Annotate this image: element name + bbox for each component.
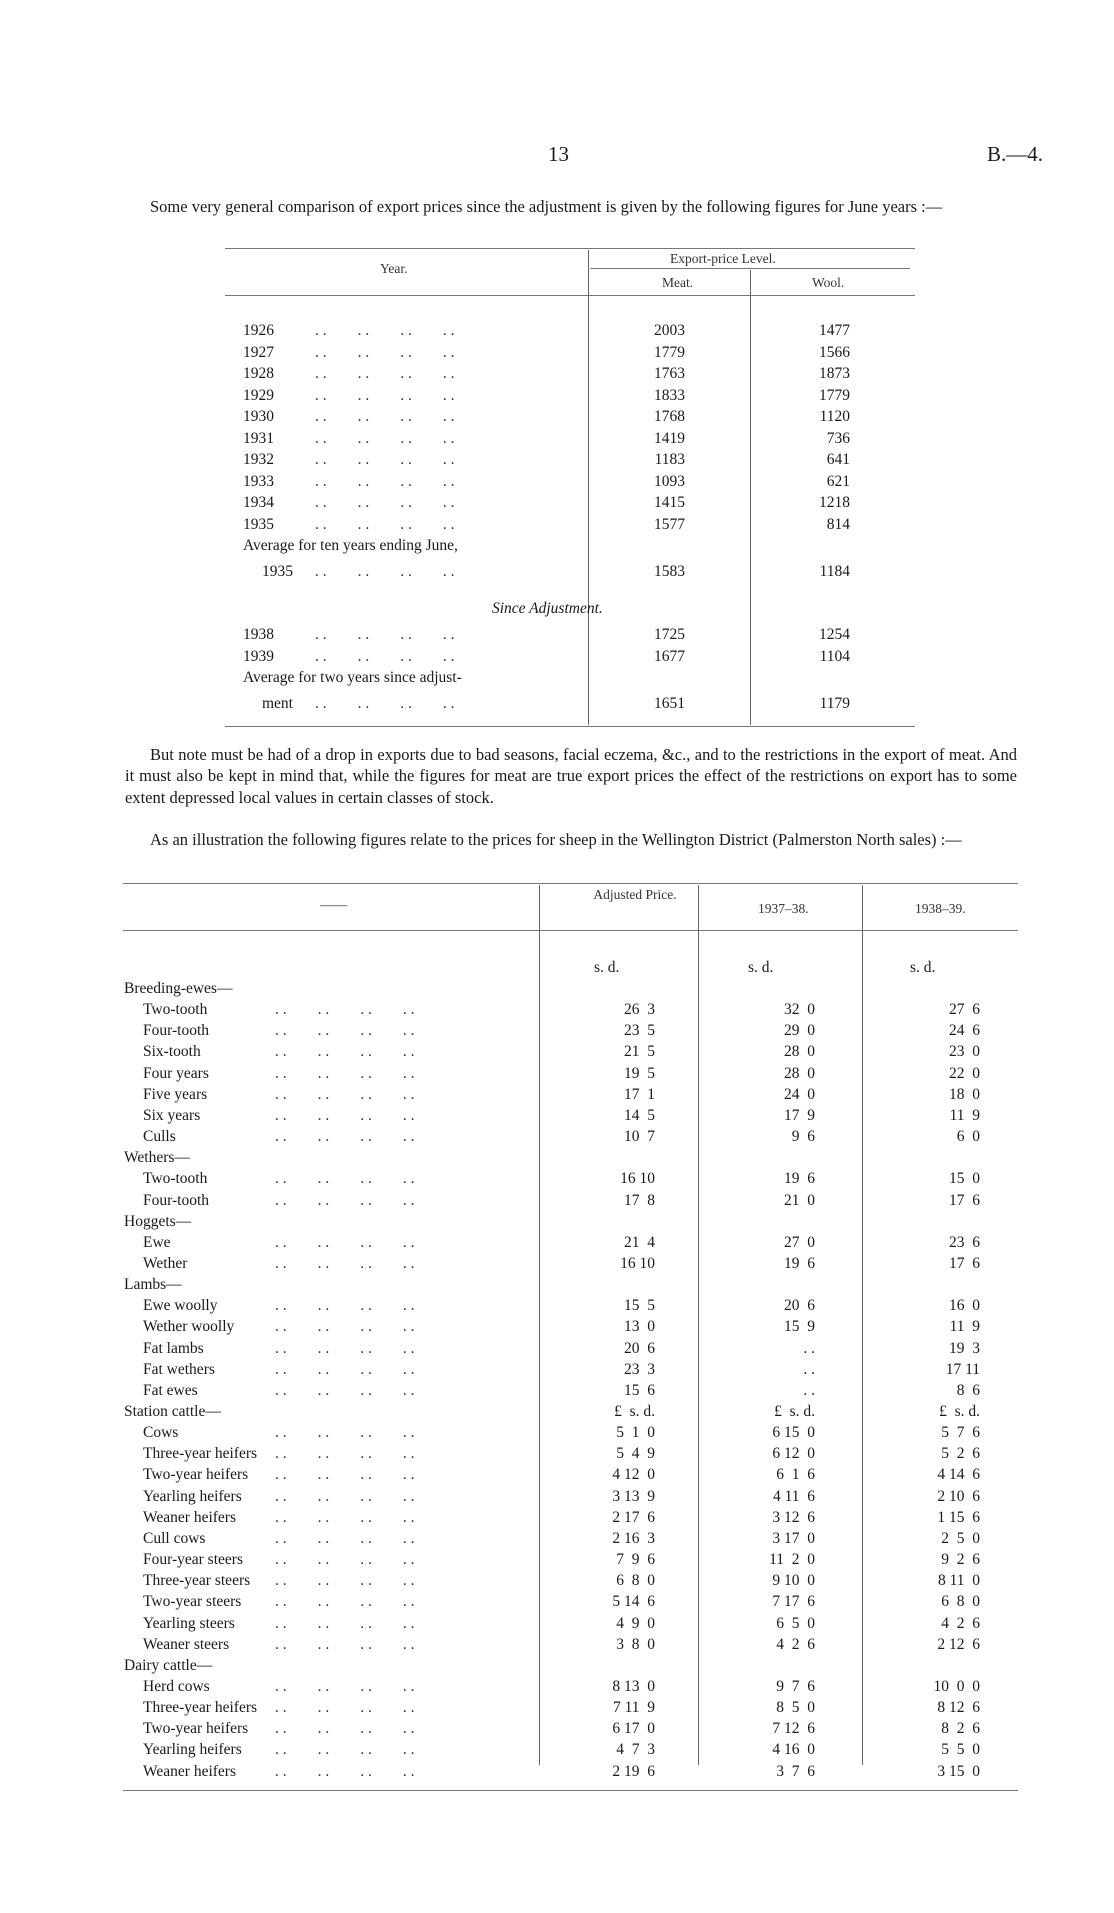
- table2-leader-dots: . . . . . . . .: [275, 1043, 415, 1061]
- table2-row-label: Four-tooth: [143, 1191, 209, 1209]
- table2-1937-38-cell: 32 0: [784, 1001, 815, 1019]
- table1-leader-dots: . . . . . . . .: [315, 343, 455, 361]
- table2-vrule-3: [862, 885, 863, 1765]
- table2-group-heading: Lambs—: [124, 1276, 182, 1294]
- table2-row-label: Fat wethers: [143, 1360, 215, 1378]
- table2-leader-dots: . . . . . . . .: [275, 1170, 415, 1188]
- table1-wool-cell: 1566: [819, 343, 850, 361]
- table2-leader-dots: . . . . . . . .: [275, 1741, 415, 1759]
- table2-row-label: Ewe: [143, 1233, 171, 1251]
- table2-leader-dots: . . . . . . . .: [275, 1233, 415, 1251]
- table1-meat-cell: 1577: [654, 515, 685, 533]
- table2-units-lsd: £ s. d.: [614, 1403, 655, 1420]
- table2-row-label: Two-year steers: [143, 1593, 242, 1611]
- table2-adjusted-cell: 6 17 0: [612, 1720, 655, 1738]
- table2-1938-39-cell: 2 12 6: [937, 1635, 980, 1653]
- table2-units-1938-39: s. d.: [910, 959, 936, 976]
- table2-row-label: Five years: [143, 1085, 208, 1103]
- illustration-paragraph: As an illustration the following figures relate to the prices for sheep in the Wellington District (Palmerston North sales) :—: [150, 830, 962, 849]
- table2-row-label: Weaner steers: [143, 1635, 230, 1653]
- table1-year-cell: 1938: [243, 626, 274, 643]
- table2-col-adjusted: Adjusted Price.: [593, 887, 677, 902]
- table2-1937-38-cell: 6 5 0: [776, 1614, 815, 1632]
- table2-1937-38-cell: 7 17 6: [772, 1593, 815, 1611]
- table1-header-rule: [225, 295, 915, 296]
- table2-leader-dots: . . . . . . . .: [275, 1360, 415, 1378]
- table2-leader-dots: . . . . . . . .: [275, 1551, 415, 1569]
- table2-1938-39-cell: 8 12 6: [937, 1699, 980, 1717]
- table1-leader-dots: . . . . . . . .: [315, 494, 455, 511]
- table2-adjusted-cell: 6 8 0: [616, 1572, 655, 1590]
- table1-wool-cell: 641: [826, 451, 850, 468]
- table2-row-label: Weaner heifers: [143, 1762, 236, 1780]
- table2-leader-dots: . . . . . . . .: [275, 1466, 415, 1484]
- table1-leader-dots: . . . . . . . .: [315, 472, 455, 490]
- table2-adjusted-cell: 10 7: [624, 1128, 655, 1146]
- table2-leader-dots: . . . . . . . .: [275, 1699, 415, 1717]
- table2-top-rule: [123, 883, 1018, 884]
- table2-1937-38-cell: 15 9: [784, 1318, 815, 1336]
- table2-1937-38-cell: 21 0: [784, 1191, 815, 1209]
- table2-1938-39-cell: 18 0: [949, 1085, 980, 1103]
- table2-adjusted-cell: 5 14 6: [612, 1593, 655, 1611]
- table2-1937-38-cell: 9 6: [791, 1128, 815, 1146]
- table2-1937-38-cell: 3 17 0: [772, 1529, 815, 1547]
- table2-row-label: Two-tooth: [143, 1170, 208, 1188]
- table2-row-label: Wether: [143, 1254, 188, 1272]
- table2-1937-38-cell: 9 10 0: [772, 1572, 815, 1590]
- table2-adjusted-cell: 16 10: [620, 1254, 655, 1272]
- table2-col-1937-38: 1937–38.: [758, 901, 809, 916]
- table2-leader-dots: . . . . . . . .: [275, 1445, 415, 1463]
- table2-row-label: Yearling heifers: [143, 1741, 242, 1759]
- table2-1938-39-cell: 11 9: [949, 1318, 980, 1336]
- table2-header-rule: [123, 930, 1018, 931]
- table1-year-cell: 1934: [243, 494, 274, 511]
- table2-leader-dots: . . . . . . . .: [275, 1318, 415, 1336]
- table2-1937-38-cell: 7 12 6: [772, 1720, 815, 1738]
- table2-row-label: Yearling steers: [143, 1614, 235, 1632]
- table1-year-cell: 1927: [243, 343, 274, 361]
- table2-bottom-rule: [123, 1790, 1018, 1791]
- table2-leader-dots: . . . . . . . .: [275, 1381, 415, 1399]
- table2-group-heading: Breeding-ewes—: [124, 980, 233, 997]
- table1-meat-cell: 1677: [654, 647, 685, 665]
- table2-1938-39-cell: 24 6: [949, 1022, 980, 1040]
- table1-avg1-meat: 1583: [654, 562, 685, 580]
- table1-avg2-meat: 1651: [654, 694, 685, 712]
- table1-year-cell: 1929: [243, 386, 274, 404]
- table1-col-year: Year.: [380, 261, 408, 276]
- table2-adjusted-cell: 4 12 0: [612, 1466, 655, 1484]
- table2-1937-38-cell: 9 7 6: [776, 1677, 815, 1695]
- table2-units-lsd: £ s. d.: [939, 1403, 980, 1420]
- table2-adjusted-cell: 14 5: [624, 1106, 655, 1124]
- table1-avg2-wool: 1179: [819, 694, 850, 712]
- table2-1937-38-cell: 19 6: [784, 1254, 815, 1272]
- table2-1938-39-cell: 8 6: [956, 1381, 980, 1399]
- table2-1937-38-cell: . .: [803, 1360, 815, 1378]
- table2-1937-38-cell: . .: [803, 1339, 815, 1357]
- table2-row-label: Culls: [143, 1128, 176, 1146]
- table1-wool-cell: 1254: [819, 626, 850, 643]
- table1-leader-dots: . . . . . . . .: [315, 386, 455, 404]
- table1-meat-cell: 1183: [654, 451, 685, 468]
- table1-bottom-rule: [225, 726, 915, 727]
- table2-1938-39-cell: 17 6: [949, 1191, 980, 1209]
- table2-1938-39-cell: 8 11 0: [937, 1572, 980, 1590]
- table2-1937-38-cell: 4 16 0: [772, 1741, 815, 1759]
- table2-row-label: Ewe woolly: [143, 1297, 218, 1315]
- document-code: B.—4.: [987, 142, 1044, 166]
- page-number: 13: [548, 142, 569, 166]
- table2-1937-38-cell: 28 0: [784, 1064, 815, 1082]
- table1-meat-cell: 2003: [654, 322, 685, 339]
- table1-wool-cell: 1104: [819, 647, 850, 665]
- table2-leader-dots: . . . . . . . .: [275, 1297, 415, 1315]
- table1-col-group: Export-price Level.: [670, 251, 776, 266]
- table2-adjusted-cell: 5 1 0: [616, 1424, 655, 1442]
- table2-units-lsd: £ s. d.: [774, 1403, 815, 1420]
- table2-row-label: Weaner heifers: [143, 1508, 236, 1526]
- table2-col-1938-39: 1938–39.: [915, 901, 966, 916]
- table1-year-cell: 1933: [243, 472, 274, 490]
- table1-leader-dots: . . . . . . . .: [315, 322, 455, 339]
- table1-leader-dots: . . . . . . . .: [315, 408, 455, 425]
- table2-1938-39-cell: 17 11: [945, 1360, 980, 1378]
- table2-1938-39-cell: 3 15 0: [937, 1762, 980, 1780]
- table2-leader-dots: . . . . . . . .: [275, 1720, 415, 1738]
- table2-adjusted-cell: 23 3: [624, 1360, 655, 1378]
- table2-row-label: Three-year heifers: [143, 1445, 258, 1463]
- table2-1938-39-cell: 2 5 0: [941, 1529, 980, 1547]
- table2-1938-39-cell: 5 5 0: [941, 1741, 980, 1759]
- table2-1937-38-cell: 27 0: [784, 1233, 815, 1251]
- table2-leader-dots: . . . . . . . .: [275, 1064, 415, 1082]
- table2-1937-38-cell: . .: [803, 1381, 815, 1399]
- table2-row-label: Three-year heifers: [143, 1699, 258, 1717]
- table1-meat-cell: 1763: [654, 365, 685, 382]
- table2-row-label: Herd cows: [143, 1677, 210, 1695]
- table2-adjusted-cell: 3 8 0: [616, 1635, 655, 1653]
- table1-avg2-year: ment: [262, 694, 293, 712]
- table2-row-label: Four years: [143, 1064, 209, 1082]
- table2-1938-39-cell: 23 0: [949, 1043, 980, 1061]
- table2-1938-39-cell: 6 0: [956, 1128, 980, 1146]
- note-paragraph: But note must be had of a drop in exports due to bad seasons, facial eczema, &c., and to the restrictions in the export of meat. And it must also be kept in mind that, while the figures for meat are true export prices the effect of the restrictions on export has to some extent depressed local values in certain classes of stock.: [125, 745, 1017, 807]
- table2-1937-38-cell: 8 5 0: [776, 1699, 815, 1717]
- table2-row-label: Two-year heifers: [143, 1720, 249, 1738]
- table2-row-label: Cows: [143, 1424, 179, 1442]
- table2-1937-38-cell: 24 0: [784, 1085, 815, 1103]
- table2-leader-dots: . . . . . . . .: [275, 1635, 415, 1653]
- table2-adjusted-cell: 17 1: [624, 1085, 655, 1103]
- table2-row-label: Fat ewes: [143, 1381, 198, 1399]
- table2-adjusted-cell: 3 13 9: [612, 1487, 655, 1505]
- table1-wool-cell: 621: [826, 472, 850, 490]
- table2-adjusted-cell: 26 3: [624, 1001, 655, 1019]
- table2-1937-38-cell: 4 2 6: [776, 1635, 815, 1653]
- table2-leader-dots: . . . . . . . .: [275, 1128, 415, 1146]
- table2-1938-39-cell: 5 2 6: [941, 1445, 980, 1463]
- table2-adjusted-cell: 7 11 9: [612, 1699, 655, 1717]
- table1-meat-cell: 1419: [654, 429, 685, 447]
- table1-avg1-year: 1935: [262, 562, 293, 580]
- table2-1937-38-cell: 17 9: [784, 1106, 815, 1124]
- table2-1938-39-cell: 2 10 6: [937, 1487, 980, 1505]
- table2-leader-dots: . . . . . . . .: [275, 1677, 415, 1695]
- table2-leader-dots: . . . . . . . .: [275, 1487, 415, 1505]
- table2-adjusted-cell: 4 9 0: [616, 1614, 655, 1632]
- table2-leader-dots: . . . . . . . .: [275, 1339, 415, 1357]
- table2-adjusted-cell: 13 0: [624, 1318, 655, 1336]
- table2-leader-dots: . . . . . . . .: [275, 1191, 415, 1209]
- table2-leader-dots: . . . . . . . .: [275, 1424, 415, 1442]
- table2-1938-39-cell: 1 15 6: [937, 1508, 980, 1526]
- table2-group-heading: Dairy cattle—: [124, 1656, 213, 1674]
- table2-1938-39-cell: 22 0: [949, 1064, 980, 1082]
- table2-adjusted-cell: 15 5: [624, 1297, 655, 1315]
- table2-adjusted-cell: 20 6: [624, 1339, 655, 1357]
- table2-1938-39-cell: 9 2 6: [941, 1551, 980, 1569]
- table2-1937-38-cell: 20 6: [784, 1297, 815, 1315]
- table2-adjusted-cell: 5 4 9: [616, 1445, 655, 1463]
- table2-1937-38-cell: 6 1 6: [776, 1466, 815, 1484]
- table2-row-label: Two-year heifers: [143, 1466, 249, 1484]
- table2-leader-dots: . . . . . . . .: [275, 1614, 415, 1632]
- table2-adjusted-cell: 21 4: [624, 1233, 655, 1251]
- table2-1937-38-cell: 6 12 0: [772, 1445, 815, 1463]
- table1-leader-dots: . . . . . . . .: [315, 515, 455, 533]
- table1-wool-cell: 814: [826, 515, 850, 533]
- table2-leader-dots: . . . . . . . .: [275, 1254, 415, 1272]
- table1-year-cell: 1939: [243, 647, 274, 665]
- table2-1938-39-cell: 10 0 0: [933, 1677, 980, 1695]
- table2-row-label: Six years: [143, 1106, 201, 1124]
- table2-group-heading: Station cattle—: [124, 1403, 221, 1420]
- table2-1938-39-cell: 15 0: [949, 1170, 980, 1188]
- table2-vrule-1: [539, 885, 540, 1765]
- table2-adjusted-cell: 7 9 6: [616, 1551, 655, 1569]
- table2-1938-39-cell: 4 14 6: [937, 1466, 980, 1484]
- table1-leader-dots: . . . . . . . .: [315, 429, 455, 447]
- intro-paragraph: Some very general comparison of export prices since the adjustment is given by the following figures for June years :—: [150, 197, 943, 216]
- table1-meat-cell: 1415: [654, 494, 685, 511]
- table1-top-rule: [225, 248, 915, 249]
- table2-adjusted-cell: 23 5: [624, 1022, 655, 1040]
- table1-year-cell: 1931: [243, 429, 274, 447]
- table2-adjusted-cell: 2 17 6: [612, 1508, 655, 1526]
- table2-row-label: Yearling heifers: [143, 1487, 242, 1505]
- table1-wool-cell: 1779: [819, 386, 850, 404]
- table2-1937-38-cell: 3 7 6: [776, 1762, 815, 1780]
- table1-avg2-label: Average for two years since adjust-: [243, 669, 462, 686]
- table1-year-cell: 1930: [243, 408, 274, 425]
- table2-1938-39-cell: 23 6: [949, 1233, 980, 1251]
- table2-1937-38-cell: 4 11 6: [772, 1487, 815, 1505]
- table2-adjusted-cell: 16 10: [620, 1170, 655, 1188]
- table2-adjusted-cell: 2 19 6: [612, 1762, 655, 1780]
- table1-wool-cell: 1477: [819, 322, 850, 339]
- table2-adjusted-cell: 2 16 3: [612, 1529, 655, 1547]
- table2-1938-39-cell: 17 6: [949, 1254, 980, 1272]
- table2-vrule-2: [698, 885, 699, 1765]
- table2-1938-39-cell: 6 8 0: [941, 1593, 980, 1611]
- table2-1938-39-cell: 8 2 6: [941, 1720, 980, 1738]
- table2-row-label: Three-year steers: [143, 1572, 251, 1590]
- table1-leader-dots: . . . . . . . .: [315, 626, 455, 643]
- table1-leader-dots: . . . . . . . .: [315, 562, 455, 580]
- table2-adjusted-cell: 8 13 0: [612, 1677, 655, 1695]
- table2-1938-39-cell: 4 2 6: [941, 1614, 980, 1632]
- table2-adjusted-cell: 15 6: [624, 1381, 655, 1399]
- table2-1937-38-cell: 11 2 0: [769, 1551, 815, 1569]
- table1-meat-cell: 1768: [654, 408, 685, 425]
- table1-year-cell: 1932: [243, 451, 274, 468]
- table2-col-blank: ——: [320, 897, 347, 912]
- table2-1937-38-cell: 6 15 0: [772, 1424, 815, 1442]
- table2-group-heading: Wethers—: [124, 1149, 190, 1167]
- table2-row-label: Four-year steers: [143, 1551, 243, 1569]
- table1-avg1-label: Average for ten years ending June,: [243, 537, 458, 554]
- table1-wool-cell: 1120: [819, 408, 850, 425]
- table2-row-label: Six-tooth: [143, 1043, 201, 1061]
- table1-year-cell: 1928: [243, 365, 274, 382]
- table2-leader-dots: . . . . . . . .: [275, 1529, 415, 1547]
- table1-col-wool: Wool.: [812, 275, 845, 290]
- table2-row-label: Cull cows: [143, 1529, 206, 1547]
- table2-row-label: Four-tooth: [143, 1022, 209, 1040]
- table1-vrule-1: [588, 250, 589, 725]
- table2-1937-38-cell: 28 0: [784, 1043, 815, 1061]
- table1-leader-dots: . . . . . . . .: [315, 365, 455, 382]
- table2-1937-38-cell: 19 6: [784, 1170, 815, 1188]
- table2-1938-39-cell: 16 0: [949, 1297, 980, 1315]
- table2-group-heading: Hoggets—: [124, 1212, 192, 1230]
- table2-leader-dots: . . . . . . . .: [275, 1106, 415, 1124]
- table1-year-cell: 1926: [243, 322, 274, 339]
- table1-avg1-wool: 1184: [819, 562, 850, 580]
- table2-leader-dots: . . . . . . . .: [275, 1572, 415, 1590]
- table1-year-cell: 1935: [243, 515, 274, 533]
- table1-wool-cell: 736: [826, 429, 850, 447]
- table1-vrule-2: [750, 270, 751, 725]
- table1-group-rule: [590, 268, 910, 269]
- table2-1937-38-cell: 29 0: [784, 1022, 815, 1040]
- table2-1938-39-cell: 19 3: [949, 1339, 980, 1357]
- table2-leader-dots: . . . . . . . .: [275, 1022, 415, 1040]
- table2-leader-dots: . . . . . . . .: [275, 1085, 415, 1103]
- table2-leader-dots: . . . . . . . .: [275, 1762, 415, 1780]
- table1-leader-dots: . . . . . . . .: [315, 694, 455, 712]
- table2-leader-dots: . . . . . . . .: [275, 1508, 415, 1526]
- table1-leader-dots: . . . . . . . .: [315, 647, 455, 665]
- table2-units-1937-38: s. d.: [748, 959, 774, 976]
- table1-since-adjustment: Since Adjustment.: [492, 600, 603, 617]
- table1-meat-cell: 1779: [654, 343, 685, 361]
- table1-wool-cell: 1218: [819, 494, 850, 511]
- table1-meat-cell: 1833: [654, 386, 685, 404]
- table1-col-meat: Meat.: [662, 275, 694, 290]
- table2-adjusted-cell: 17 8: [624, 1191, 655, 1209]
- table2-1938-39-cell: 5 7 6: [941, 1424, 980, 1442]
- table2-1938-39-cell: 11 9: [949, 1106, 980, 1124]
- table2-row-label: Fat lambs: [143, 1339, 204, 1357]
- table2-units-adjusted: s. d.: [594, 959, 620, 976]
- table2-row-label: Wether woolly: [143, 1318, 235, 1336]
- table2-leader-dots: . . . . . . . .: [275, 1001, 415, 1019]
- table1-wool-cell: 1873: [819, 365, 850, 382]
- table2-1938-39-cell: 27 6: [949, 1001, 980, 1019]
- table2-leader-dots: . . . . . . . .: [275, 1593, 415, 1611]
- table2-1937-38-cell: 3 12 6: [772, 1508, 815, 1526]
- table1-meat-cell: 1093: [654, 472, 685, 490]
- table1-meat-cell: 1725: [654, 626, 685, 643]
- table1-leader-dots: . . . . . . . .: [315, 451, 455, 468]
- table2-row-label: Two-tooth: [143, 1001, 208, 1019]
- table2-adjusted-cell: 19 5: [624, 1064, 655, 1082]
- table2-adjusted-cell: 4 7 3: [616, 1741, 655, 1759]
- table2-adjusted-cell: 21 5: [624, 1043, 655, 1061]
